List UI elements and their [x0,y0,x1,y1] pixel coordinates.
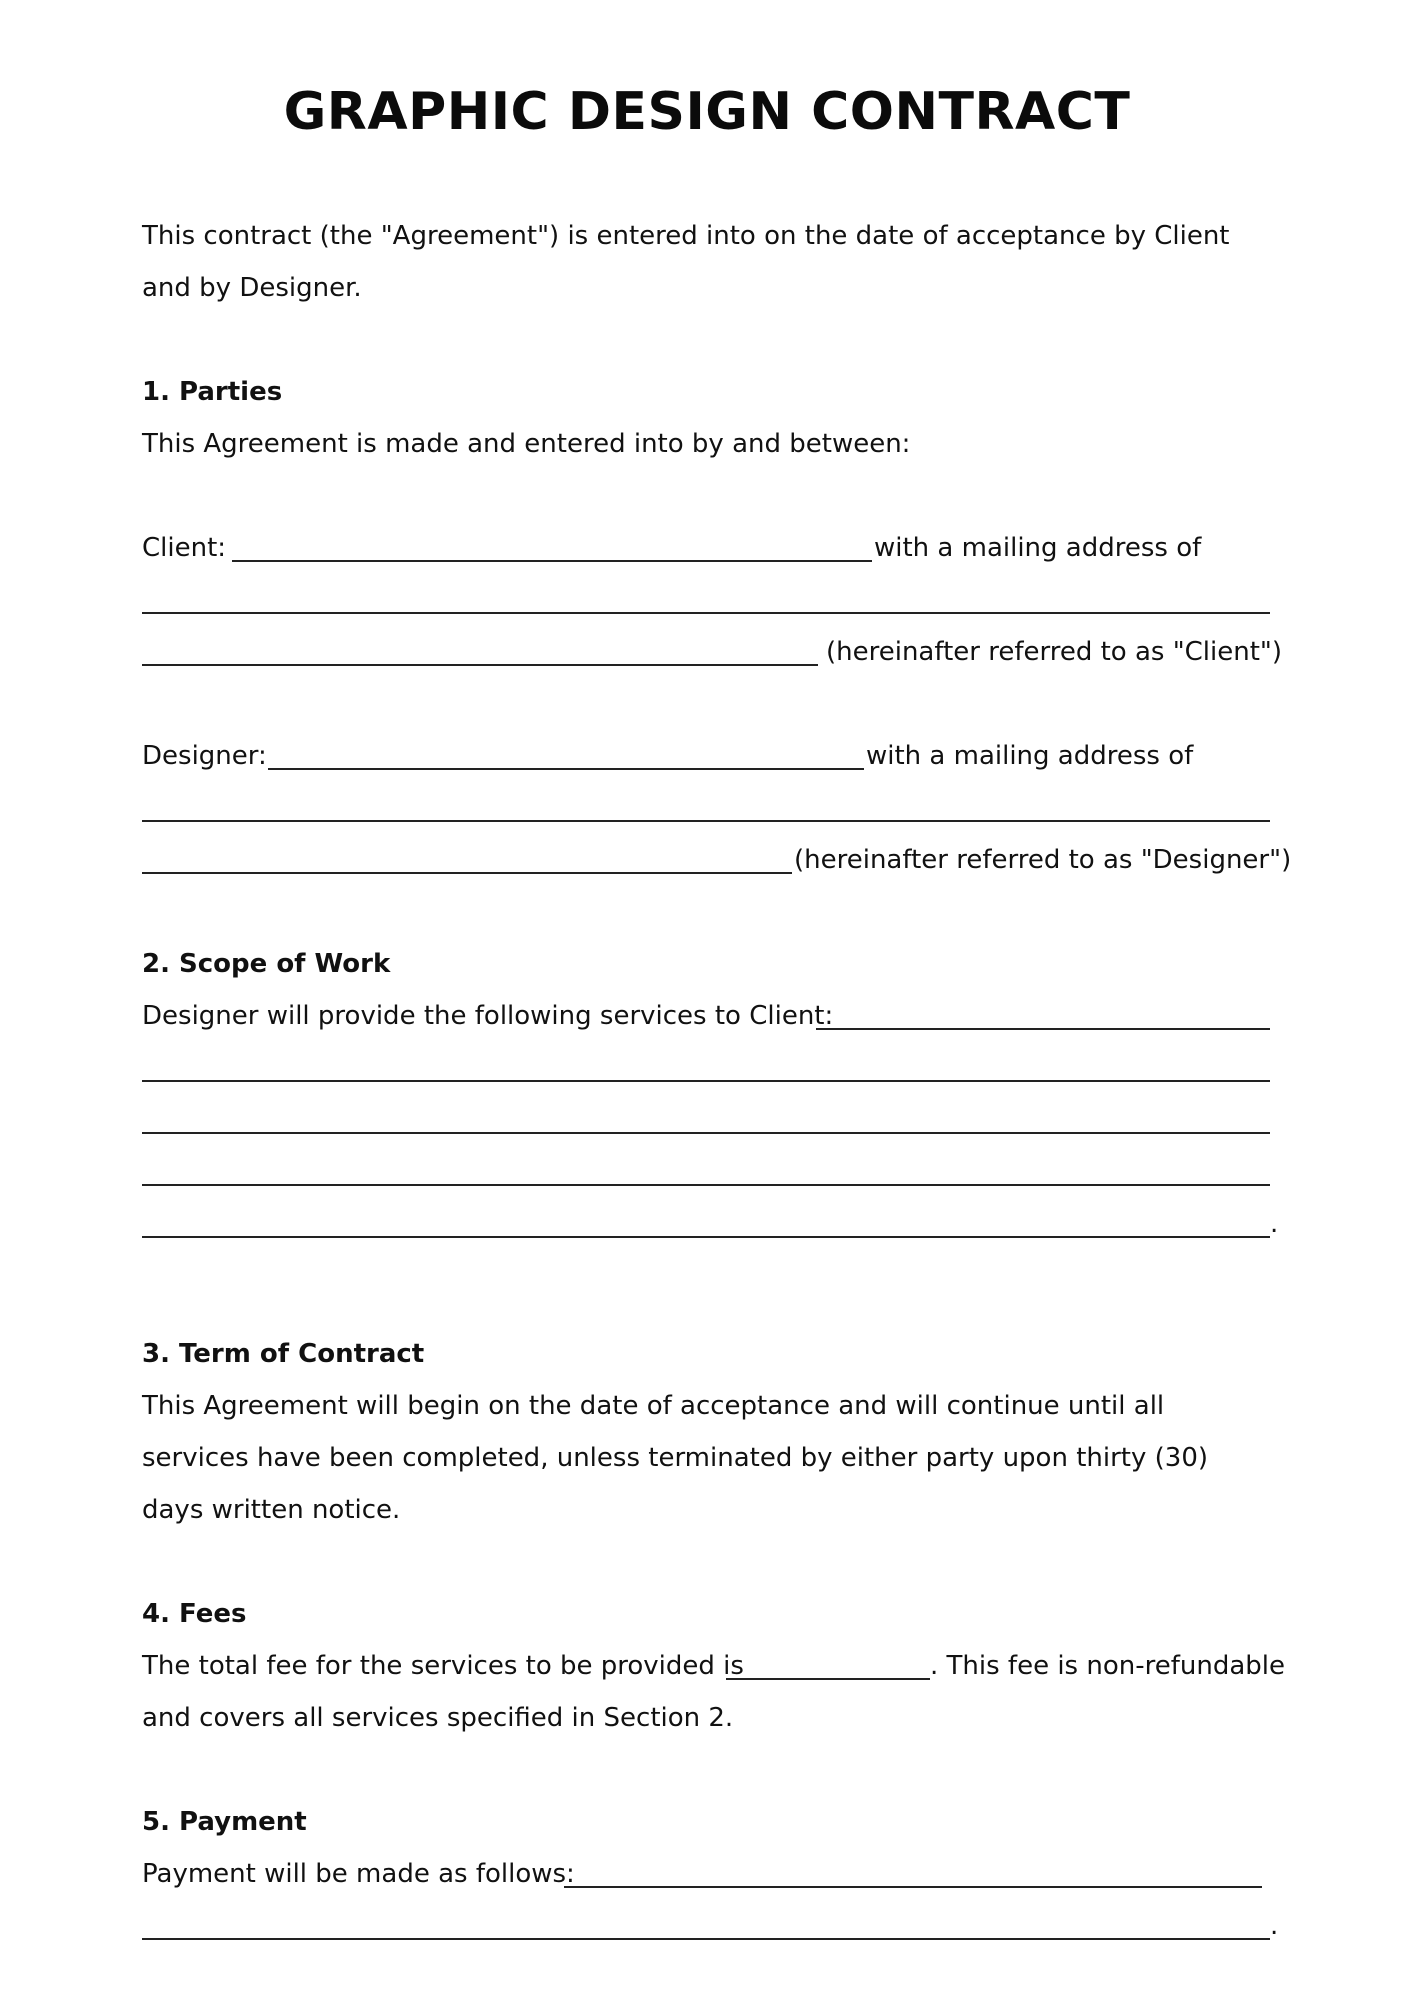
fees-text: . This fee is non-refundable [930,1640,1285,1692]
scope-blank[interactable] [142,1080,1270,1082]
designer-name-row [142,730,1272,782]
scope-blank[interactable] [816,1028,1270,1030]
designer-address-blank[interactable] [142,820,1270,822]
fees-text: The total fee for the services to be provided is [142,1640,744,1692]
designer-address-blank[interactable] [142,872,792,874]
payment-blank[interactable] [564,1886,1262,1888]
payment-line-row [142,1900,1279,1952]
scope-blank[interactable] [142,1236,1270,1238]
fees-text: and covers all services specified in Section 2. [142,1703,734,1733]
section-fees [142,1588,1285,1744]
payment-first-row [142,1848,1272,1900]
section-parties [142,366,1292,886]
payment-end-mark: . [1270,1911,1279,1941]
section-text: This Agreement is made and entered into by and between: [142,429,911,459]
spacer [142,470,1272,522]
designer-label: Designer: [142,730,267,782]
scope-blank[interactable] [142,1132,1270,1134]
client-address-blank[interactable] [142,664,818,666]
scope-text: Designer will provide the following services to Client: [142,990,833,1042]
designer-address-row-2 [142,834,1292,886]
scope-line-row [142,1146,1272,1198]
designer-reference-label: (hereinafter referred to as "Designer") [794,834,1291,886]
fee-amount-blank[interactable] [726,1678,930,1680]
section-heading: 5. Payment [142,1807,307,1837]
section-heading: 1. Parties [142,377,283,407]
section-heading: 4. Fees [142,1599,247,1629]
section-heading: 3. Term of Contract [142,1339,425,1369]
scope-end-mark: . [1270,1209,1279,1239]
scope-first-row [142,990,1272,1042]
designer-name-blank[interactable] [268,768,864,770]
section-payment [142,1796,1279,1952]
client-address-blank[interactable] [142,612,1270,614]
client-address-row-1 [142,574,1272,626]
section-scope [142,938,1279,1250]
section-term [142,1328,1272,1536]
term-text: This Agreement will begin on the date of acceptance and will continue until all services have been completed, unless terminated by either party upon thirty (30) days written notice. [142,1391,1208,1525]
designer-address-row-1 [142,782,1272,834]
client-mailing-label: with a mailing address of [874,522,1201,574]
client-address-row-2 [142,626,1283,678]
client-reference-label: (hereinafter referred to as "Client") [826,626,1282,678]
spacer [142,1302,1272,1328]
scope-line-row [142,1042,1272,1094]
spacer [142,678,1272,730]
scope-blank[interactable] [142,1184,1270,1186]
intro-paragraph: This contract (the "Agreement") is entered into on the date of acceptance by Client and by Designer. [142,221,1230,303]
designer-mailing-label: with a mailing address of [866,730,1193,782]
scope-line-row [142,1198,1279,1250]
document-title: GRAPHIC DESIGN CONTRACT [283,82,1131,142]
payment-blank[interactable] [142,1938,1270,1940]
client-label: Client: [142,522,226,574]
section-heading: 2. Scope of Work [142,949,391,979]
scope-line-row [142,1094,1272,1146]
client-name-row [142,522,1272,574]
payment-text: Payment will be made as follows: [142,1848,575,1900]
client-name-blank[interactable] [232,560,872,562]
fees-first-row [142,1640,1285,1692]
